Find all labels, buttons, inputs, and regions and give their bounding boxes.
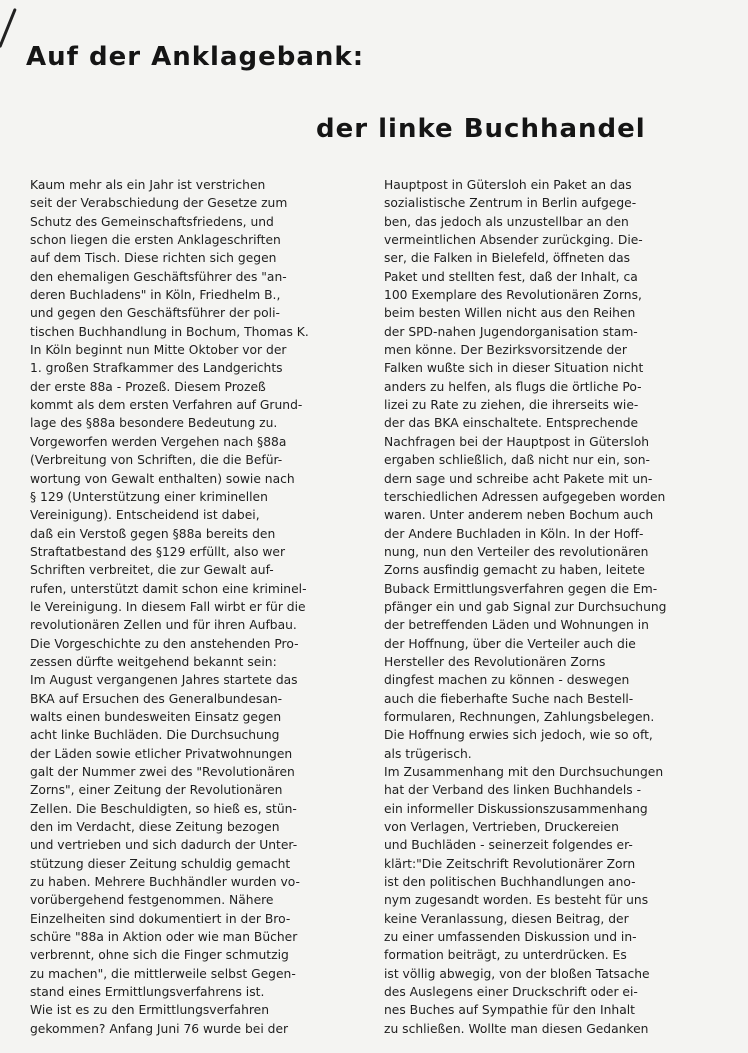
right-column — [384, 176, 724, 1038]
text-line: und Buchläden - seinerzeit folgendes er- — [384, 838, 633, 853]
text-line: deren Buchladens" in Köln, Friedhelm B., — [30, 288, 281, 303]
text-line: le Vereinigung. In diesem Fall wirbt er für die — [30, 599, 306, 614]
text-line: der SPD-nahen Jugendorganisation stam- — [384, 324, 638, 339]
text-line: hat der Verband des linken Buchhandels - — [384, 783, 642, 798]
text-line: den im Verdacht, diese Zeitung bezogen — [30, 820, 280, 835]
text-line: der Hoffnung, über die Verteiler auch die — [384, 636, 636, 651]
text-line: Straftatbestand des §129 erfüllt, also wer — [30, 544, 286, 559]
text-line: Hauptpost in Gütersloh ein Paket an das — [384, 178, 632, 192]
text-line: galt der Nummer zwei des "Revolutionären — [30, 765, 295, 779]
text-line: Im August vergangenen Jahres startete das — [30, 673, 298, 688]
text-line: seit der Verabschiedung der Gesetze zum — [30, 196, 288, 211]
text-line: beim besten Willen nicht aus den Reihen — [384, 306, 636, 321]
text-line: Die Hoffnung erwies sich jedoch, wie so oft, — [384, 728, 653, 743]
text-line: zu schließen. Wollte man diesen Gedanken — [384, 1021, 649, 1036]
title-line-2: der linke Buchhandel — [316, 114, 646, 144]
text-line: (Verbreitung von Schriften, die die Befür- — [30, 453, 283, 468]
text-line: Schutz des Gemeinschaftsfriedens, und — [30, 214, 274, 229]
text-line: Hersteller des Revolutionären Zorns — [384, 654, 606, 669]
text-line: ben, das jedoch als unzustellbar an den — [384, 214, 629, 229]
text-line: formation beiträgt, zu unterdrücken. Es — [384, 948, 627, 963]
text-line: revolutionären Zellen und für ihren Aufbau. — [30, 618, 297, 633]
text-line: terschiedlichen Adressen aufgegeben worden — [384, 489, 666, 504]
text-line: Im Zusammenhang mit den Durchsuchungen — [384, 765, 664, 779]
text-line: der das BKA einschaltete. Entsprechende — [384, 416, 639, 431]
text-line: und gegen den Geschäftsführer der poli- — [30, 306, 280, 321]
text-line: tischen Buchhandlung in Bochum, Thomas K. — [30, 324, 309, 339]
text-line: anders zu helfen, als flugs die örtliche Po- — [384, 379, 642, 394]
text-line: ist den politischen Buchhandlungen ano- — [384, 875, 636, 890]
text-line: auch die fieberhafte Suche nach Bestell- — [384, 691, 634, 706]
text-line: gekommen? Anfang Juni 76 wurde bei der — [30, 1021, 289, 1036]
text-line: BKA auf Ersuchen des Generalbundesan- — [30, 691, 283, 706]
left-column — [30, 176, 360, 1038]
text-line: vermeintlichen Absender zurückging. Die- — [384, 233, 643, 248]
text-line: In Köln beginnt nun Mitte Oktober vor der — [30, 343, 287, 358]
text-line: Die Vorgeschichte zu den anstehenden Pro- — [30, 636, 299, 651]
text-line: zu machen", die mittlerweile selbst Gegen- — [30, 966, 296, 981]
title-line-1: Auf der Anklagebank: — [26, 42, 365, 72]
text-line: des Auslegens einer Druckschrift oder ei- — [384, 985, 638, 1000]
text-line: acht linke Buchläden. Die Durchsuchung — [30, 728, 280, 743]
text-line: und vertrieben und sich dadurch der Unter- — [30, 838, 298, 853]
text-line: stützung dieser Zeitung schuldig gemacht — [30, 856, 291, 871]
text-line: Kaum mehr als ein Jahr ist verstrichen — [30, 178, 266, 192]
text-line: als trügerisch. — [384, 746, 472, 761]
text-line: waren. Unter anderem neben Bochum auch — [384, 508, 654, 523]
text-line: Nachfragen bei der Hauptpost in Gütersloh — [384, 434, 650, 449]
text-line: Einzelheiten sind dokumentiert in der Bro- — [30, 911, 291, 926]
text-line: 1. großen Strafkammer des Landgerichts — [30, 361, 283, 376]
text-line: lage des §88a besondere Bedeutung zu. — [30, 416, 278, 431]
text-line: auf dem Tisch. Diese richten sich gegen — [30, 251, 277, 266]
text-line: der betreffenden Läden und Wohnungen in — [384, 618, 649, 633]
text-line: sozialistische Zentrum in Berlin aufgege- — [384, 196, 637, 211]
text-line: nes Buches auf Sympathie für den Inhalt — [384, 1003, 635, 1018]
text-line: Zellen. Die Beschuldigten, so hieß es, stün- — [30, 801, 297, 816]
text-line: Paket und stellten fest, daß der Inhalt, ca — [384, 269, 638, 284]
text-line: nung, nun den Verteiler des revolutionären — [384, 544, 649, 559]
text-line: Zorns", einer Zeitung der Revolutionären — [30, 783, 283, 798]
text-line: dingfest machen zu können - deswegen — [384, 673, 630, 688]
text-line: wortung von Gewalt enthalten) sowie nach — [30, 471, 295, 486]
text-line: lizei zu Rate zu ziehen, die ihrerseits wie- — [384, 398, 639, 413]
text-line: zu einer umfassenden Diskussion und in- — [384, 930, 637, 945]
text-line: Vereinigung). Entscheidend ist dabei, — [30, 508, 260, 523]
text-line: dern sage und schreibe acht Pakete mit un- — [384, 471, 653, 486]
text-line: zu haben. Mehrere Buchhändler wurden vo- — [30, 875, 300, 890]
text-line: § 129 (Unterstützung einer kriminellen — [30, 489, 268, 504]
text-line: nym zugesandt worden. Es besteht für uns — [384, 893, 649, 908]
text-line: stand eines Ermittlungsverfahrens ist. — [30, 985, 265, 1000]
text-line: schon liegen die ersten Anklageschriften — [30, 233, 281, 248]
text-line: klärt:"Die Zeitschrift Revolutionärer Zorn — [384, 856, 636, 871]
text-line: Vorgeworfen werden Vergehen nach §88a — [30, 434, 287, 449]
text-line: Buback Ermittlungsverfahren gegen die Em- — [384, 581, 658, 596]
text-line: pfänger ein und gab Signal zur Durchsuchung — [384, 599, 667, 614]
text-line: der erste 88a - Prozeß. Diesem Prozeß — [30, 379, 266, 394]
text-line: ergaben schließlich, daß nicht nur ein, son- — [384, 453, 650, 468]
text-line: kommt als dem ersten Verfahren auf Grund- — [30, 398, 303, 413]
text-line: rufen, unterstützt damit schon eine kriminel- — [30, 581, 307, 596]
text-line: Wie ist es zu den Ermittlungsverfahren — [30, 1003, 270, 1018]
text-line: keine Veranlassung, diesen Beitrag, der — [384, 911, 629, 926]
text-line: walts einen bundesweiten Einsatz gegen — [30, 709, 282, 724]
text-line: Schriften verbreitet, die zur Gewalt auf- — [30, 563, 274, 578]
text-line: formularen, Rechnungen, Zahlungsbelegen. — [384, 709, 655, 724]
text-line: Zorns ausfindig gemacht zu haben, leitete — [384, 563, 645, 578]
text-line: men könne. Der Bezirksvorsitzende der — [384, 343, 627, 358]
text-line: Falken wußte sich in dieser Situation nicht — [384, 361, 644, 376]
text-line: der Läden sowie etlicher Privatwohnungen — [30, 746, 293, 761]
text-line: zessen dürfte weitgehend bekannt sein: — [30, 654, 277, 669]
text-line: ser, die Falken in Bielefeld, öffneten das — [384, 251, 631, 266]
text-line: der Andere Buchladen in Köln. In der Hoff- — [384, 526, 644, 541]
text-line: ist völlig abwegig, von der bloßen Tatsache — [384, 966, 650, 981]
text-line: vorübergehend festgenommen. Nähere — [30, 893, 274, 908]
text-line: den ehemaligen Geschäftsführer des "an- — [30, 269, 287, 284]
text-line: schüre "88a in Aktion oder wie man Bücher — [30, 930, 298, 945]
text-line: verbrennt, ohne sich die Finger schmutzig — [30, 948, 289, 963]
pen-mark — [0, 8, 17, 48]
text-line: ein informeller Diskussionszusammenhang — [384, 801, 648, 816]
text-line: daß ein Verstoß gegen §88a bereits den — [30, 526, 276, 541]
text-line: 100 Exemplare des Revolutionären Zorns, — [384, 288, 642, 303]
text-line: von Verlagen, Vertrieben, Druckereien — [384, 820, 619, 835]
